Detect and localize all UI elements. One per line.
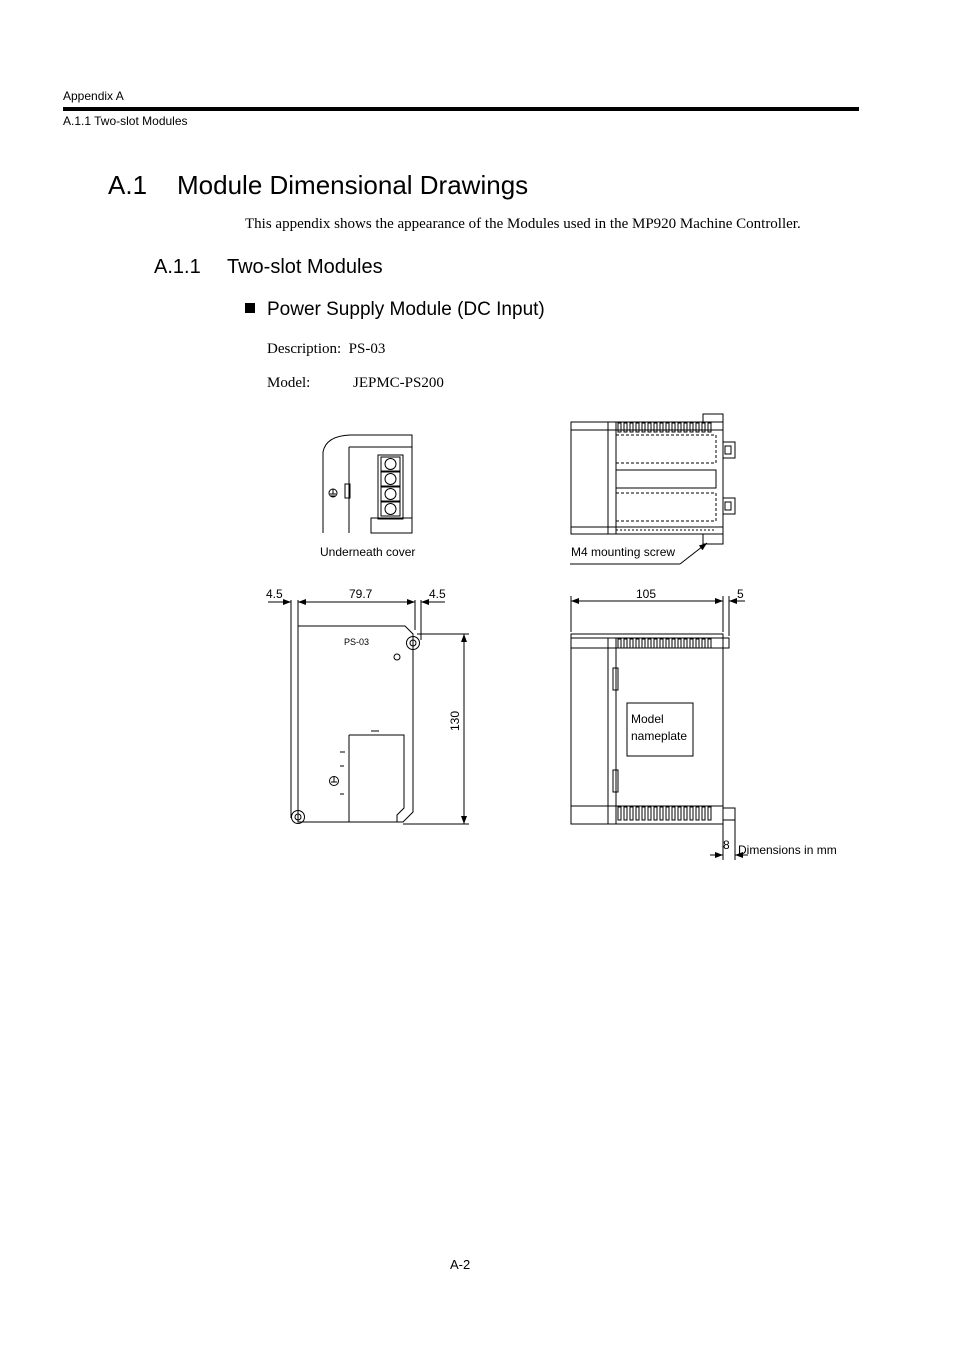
dim-width: 79.7 [349, 587, 373, 601]
side-view-top [570, 414, 735, 564]
vent-slot [654, 423, 657, 432]
heading-1-title: Module Dimensional Drawings [177, 170, 529, 200]
ground-symbol-icon [329, 489, 337, 497]
vent-slot [684, 807, 687, 820]
heading-3-title: Power Supply Module (DC Input) [267, 299, 545, 320]
vent-slot [708, 423, 711, 432]
vent-slot [642, 639, 645, 648]
model-label: Model: [267, 375, 311, 391]
vent-slot [648, 639, 651, 648]
vent-slot [672, 423, 675, 432]
vent-slot [684, 423, 687, 432]
vent-slot [636, 423, 639, 432]
vent-slot [672, 639, 675, 648]
dim-height: 130 [448, 710, 462, 731]
heading-1-number: A.1 [108, 170, 148, 200]
dim-left-margin: 4.5 [266, 587, 283, 601]
vent-slot [642, 423, 645, 432]
vent-slot [696, 639, 699, 648]
vent-slot [624, 807, 627, 820]
vent-slot [702, 639, 705, 648]
vent-slot [696, 423, 699, 432]
description-value: PS-03 [348, 341, 386, 357]
vent-slot [630, 807, 633, 820]
vent-slot [642, 807, 645, 820]
description-label: Description: [267, 341, 342, 357]
terminal-block [381, 457, 400, 516]
vent-slot [648, 423, 651, 432]
vent-slot [618, 807, 621, 820]
front-model-label: PS-03 [344, 637, 370, 647]
heading-2-title: Two-slot Modules [227, 256, 383, 278]
vent-slot [696, 807, 699, 820]
vent-slot [660, 807, 663, 820]
dim-depth: 105 [636, 587, 657, 601]
model-value: JEPMC-PS200 [353, 375, 444, 391]
underneath-cover-view [323, 435, 412, 533]
units-note: Dimensions in mm [738, 843, 837, 857]
vent-slot [684, 639, 687, 648]
vent-slot [630, 639, 633, 648]
vent-slots [618, 423, 711, 820]
vent-slot [702, 807, 705, 820]
vent-slot [654, 807, 657, 820]
vent-slot [636, 807, 639, 820]
underneath-cover-label: Underneath cover [320, 545, 416, 559]
vent-slot [660, 423, 663, 432]
vent-slot [672, 807, 675, 820]
vent-slot [678, 423, 681, 432]
vent-slot [702, 423, 705, 432]
vent-slot [636, 639, 639, 648]
heading-2-number: A.1.1 [154, 256, 201, 278]
vent-slot [708, 639, 711, 648]
width-dimensions [268, 600, 445, 818]
vent-slot [624, 423, 627, 432]
vent-slot [708, 807, 711, 820]
nameplate-line-1: Model [631, 712, 664, 726]
vent-slot [666, 639, 669, 648]
vent-slot [660, 639, 663, 648]
dim-bottom: 8 [723, 838, 730, 852]
page-number: A-2 [450, 1257, 471, 1272]
vent-slot [666, 423, 669, 432]
dim-right-margin: 4.5 [429, 587, 446, 601]
front-view [292, 626, 420, 824]
vent-slot [630, 423, 633, 432]
nameplate-line-2: nameplate [631, 729, 688, 743]
vent-slot [618, 423, 621, 432]
vent-slot [618, 639, 621, 648]
vent-slot [666, 807, 669, 820]
running-head-chapter: Appendix A [63, 89, 124, 103]
vent-slot [690, 639, 693, 648]
vent-slot [624, 639, 627, 648]
vent-slot [678, 639, 681, 648]
intro-paragraph: This appendix shows the appearance of the Modules used in the MP920 Machine Controller. [245, 216, 801, 232]
vent-slot [654, 639, 657, 648]
vent-slot [690, 423, 693, 432]
dim-depth-extra: 5 [737, 587, 744, 601]
mounting-screw-label: M4 mounting screw [571, 545, 676, 559]
ground-symbol-icon [330, 777, 339, 786]
vent-slot [690, 807, 693, 820]
vent-slot [648, 807, 651, 820]
running-head-section: A.1.1 Two-slot Modules [63, 114, 188, 128]
vent-slot [678, 807, 681, 820]
